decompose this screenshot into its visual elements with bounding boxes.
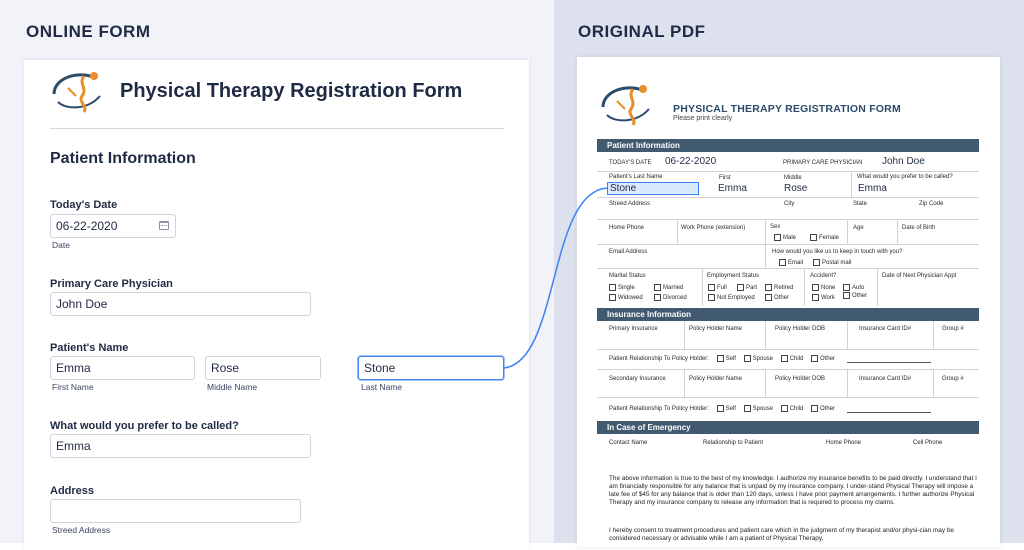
pdf-employment-full[interactable]: Full bbox=[708, 284, 727, 291]
street-address-sublabel: Streed Address bbox=[52, 525, 111, 535]
pdf-accident-other[interactable]: Other bbox=[843, 292, 867, 299]
pdf-relationship-label: Patient Relationship To Policy Holder: Self Spouse Child Other bbox=[609, 356, 836, 363]
pdf-last-name-label: Patient's Last Name bbox=[609, 174, 663, 180]
pdf-physician-value: John Doe bbox=[882, 156, 925, 167]
form-title: Physical Therapy Registration Form bbox=[120, 80, 463, 102]
physician-value: John Doe bbox=[56, 297, 108, 311]
pdf-age-label: Age bbox=[853, 225, 864, 231]
pdf-first-label: First bbox=[719, 175, 731, 181]
preferred-name-label: What would you prefer to be called? bbox=[50, 420, 239, 432]
pdf-middle-value: Rose bbox=[784, 183, 808, 194]
pdf-group-label: Group # bbox=[942, 326, 964, 332]
pdf-contact-postal[interactable]: Postal mail bbox=[813, 259, 851, 266]
pdf-primary-insurance-label: Primary Insurance bbox=[609, 326, 658, 332]
pdf-employment-label: Employment Status bbox=[707, 273, 760, 279]
pdf-marital-married[interactable]: Married bbox=[654, 284, 683, 291]
pdf-insurance-card-label: Insurance Card ID# bbox=[859, 326, 912, 332]
first-name-value: Emma bbox=[56, 361, 91, 375]
pdf-section-emergency: In Case of Emergency bbox=[597, 421, 979, 434]
pdf-employment-retired[interactable]: Retired bbox=[765, 284, 793, 291]
address-label: Address bbox=[50, 485, 95, 497]
original-pdf-heading: ORIGINAL PDF bbox=[578, 22, 706, 41]
pdf-work-phone-label: Work Phone (extension) bbox=[681, 225, 746, 231]
pdf-marital-single[interactable]: Single bbox=[609, 284, 635, 291]
pdf-relationship-patient-label: Relationship to Patient bbox=[703, 440, 764, 446]
pdf-secondary-group-label: Group # bbox=[942, 376, 964, 382]
pdf-emergency-cell-phone-label: Cell Phone bbox=[913, 440, 943, 446]
pdf-todays-date-value: 06-22-2020 bbox=[665, 156, 717, 167]
pdf-authorization-paragraph: The above information is true to the best of my knowledge. I authorize my insurance benefits to be paid directly. I understand that I am financially responsible for any balance that is unpaid by my insurance company. I under-stand Physical Therapy will impose a late fee of $45 for any balance that is older than 120 days, unless I have prior payment arrangements. I further authorize Physical Therapy and my insurance company to release any information that is required to process my claims. bbox=[609, 475, 977, 506]
pdf-state-label: State bbox=[853, 201, 868, 207]
pdf-contact-pref-label: How would you like us to keep in touch with you? bbox=[772, 249, 903, 255]
patient-name-label: Patient's Name bbox=[50, 342, 129, 354]
date-sublabel: Date bbox=[52, 240, 70, 250]
pdf-zip-label: Zip Code bbox=[919, 201, 944, 207]
pdf-section-insurance: Insurance Information bbox=[597, 308, 979, 321]
pdf-employment-other[interactable]: Other bbox=[765, 294, 789, 301]
pdf-policy-holder-name-label: Policy Holder Name bbox=[689, 326, 743, 332]
online-form-heading: ONLINE FORM bbox=[26, 22, 151, 41]
pdf-preferred-label: What would you prefer to be called? bbox=[857, 174, 953, 180]
pdf-marital-label: Marital Status bbox=[609, 273, 646, 279]
pdf-sex-female[interactable]: Female bbox=[810, 234, 839, 241]
pdf-marital-widowed[interactable]: Widowed bbox=[609, 294, 643, 301]
pdf-secondary-card-label: Insurance Card ID# bbox=[859, 376, 912, 382]
pdf-contact-name-label: Contact Name bbox=[609, 440, 648, 446]
pdf-sex-label: Sex bbox=[770, 224, 781, 230]
pdf-city-label: City bbox=[784, 201, 795, 207]
pdf-physician-label: PRIMARY CARE PHYSICIAN bbox=[783, 160, 863, 166]
pdf-dob-label: Date of Birth bbox=[902, 225, 936, 231]
pdf-accident-work[interactable]: Work bbox=[812, 294, 835, 301]
pdf-sex-male[interactable]: Male bbox=[774, 234, 796, 241]
todays-date-value: 06-22-2020 bbox=[56, 219, 118, 233]
pdf-next-appt-label: Date of Next Physician Appt bbox=[882, 273, 957, 279]
pdf-accident-auto[interactable]: Auto bbox=[843, 284, 864, 291]
preferred-name-value: Emma bbox=[56, 439, 91, 453]
pdf-accident-label: Accident? bbox=[810, 273, 837, 279]
section-title-patient-info: Patient Information bbox=[50, 150, 196, 167]
pdf-street-label: Streed Address bbox=[609, 201, 651, 207]
pdf-consent-paragraph: I hereby consent to treatment procedures and patient care which in the judgment of my therapist and/or physi-cian may be considered necessary or advisable while I am a patient of Physical Therapy. bbox=[609, 527, 954, 542]
middle-name-value: Rose bbox=[211, 361, 240, 375]
pdf-title: PHYSICAL THERAPY REGISTRATION FORM bbox=[673, 103, 901, 115]
middle-name-sublabel: Middle Name bbox=[207, 382, 258, 392]
pdf-secondary-relationship-label: Patient Relationship To Policy Holder: Self Spouse Child Other bbox=[609, 406, 836, 413]
last-name-sublabel: Last Name bbox=[361, 382, 403, 392]
pdf-email-label: Email Address bbox=[609, 249, 648, 255]
pdf-preferred-value: Emma bbox=[858, 183, 887, 194]
pdf-employment-not-employed[interactable]: Not Employed bbox=[708, 294, 755, 301]
pdf-middle-label: Middle bbox=[784, 175, 802, 181]
pdf-contact-email[interactable]: Email bbox=[779, 259, 803, 266]
pdf-last-name-value: Stone bbox=[610, 183, 637, 194]
first-name-sublabel: First Name bbox=[52, 382, 94, 392]
todays-date-label: Today's Date bbox=[50, 199, 118, 211]
pdf-marital-divorced[interactable]: Divorced bbox=[654, 294, 687, 301]
pdf-employment-part[interactable]: Part bbox=[737, 284, 757, 291]
pdf-policy-holder-dob-label: Policy Holder DOB bbox=[775, 326, 826, 332]
pdf-accident-none[interactable]: None bbox=[812, 284, 835, 291]
pdf-section-patient: Patient Information bbox=[597, 139, 979, 152]
pdf-subtitle: Please print clearly bbox=[673, 115, 733, 122]
pdf-secondary-insurance-label: Secondary Insurance bbox=[609, 376, 666, 382]
pdf-secondary-policy-dob-label: Policy Holder DOB bbox=[775, 376, 826, 382]
pdf-emergency-home-phone-label: Home Phone bbox=[826, 440, 862, 446]
physician-label: Primary Care Physician bbox=[50, 278, 173, 290]
pdf-first-value: Emma bbox=[718, 183, 747, 194]
pdf-secondary-policy-name-label: Policy Holder Name bbox=[689, 376, 743, 382]
last-name-value: Stone bbox=[364, 361, 396, 375]
pdf-home-phone-label: Home Phone bbox=[609, 225, 645, 231]
pdf-todays-date-label: TODAY'S DATE bbox=[609, 160, 652, 166]
